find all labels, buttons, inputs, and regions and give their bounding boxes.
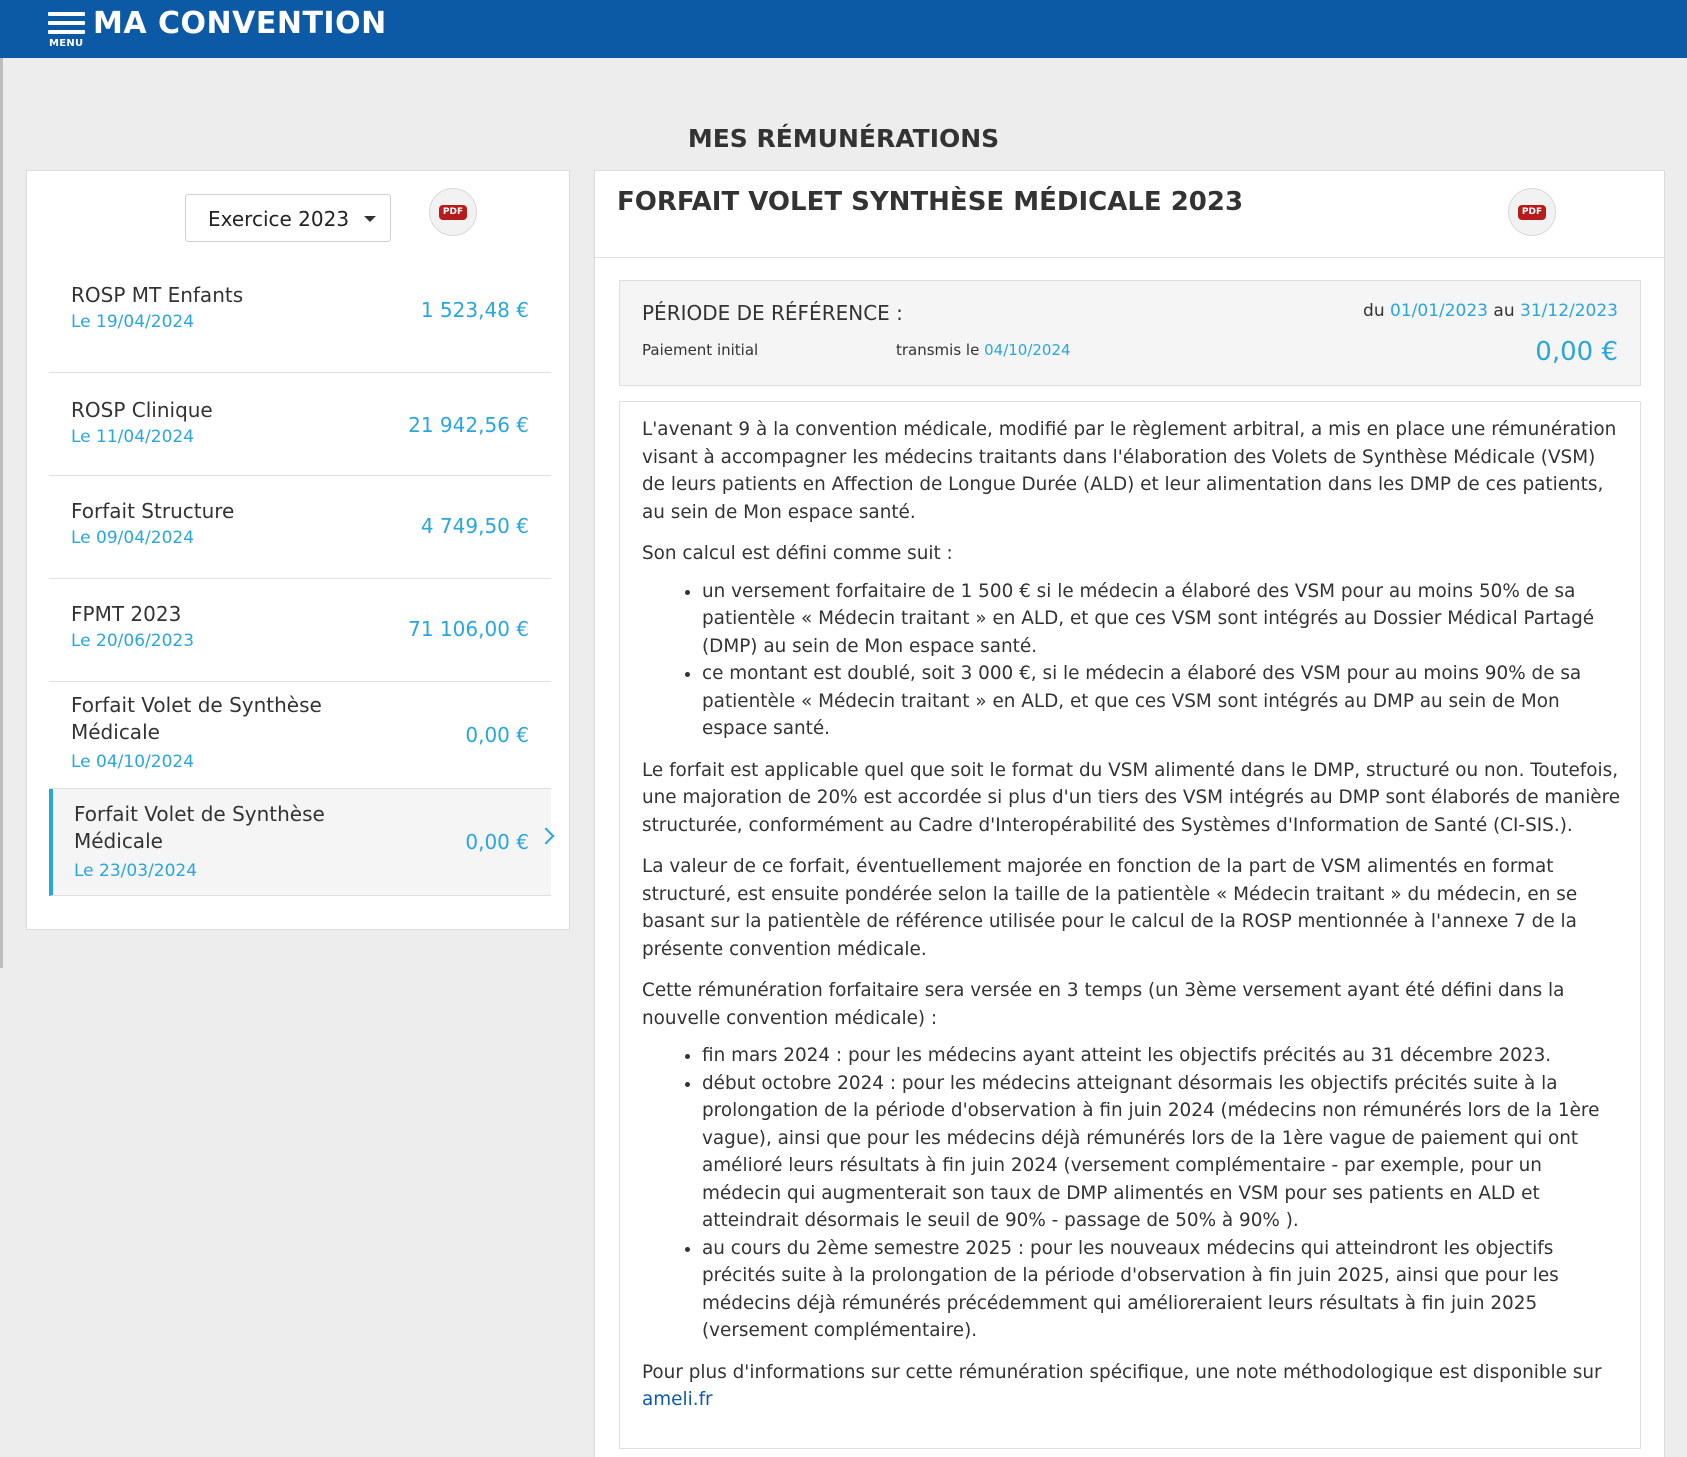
menu-button[interactable] (48, 12, 88, 54)
period-start-date: 01/01/2023 (1390, 301, 1488, 321)
chevron-down-icon (364, 216, 376, 222)
hamburger-icon-line (48, 30, 85, 34)
list-item-fpmt-2023[interactable] (49, 579, 551, 682)
list-item-rosp-clinique[interactable] (49, 373, 551, 476)
paragraph-payment: Cette rémunération forfaitaire sera versée en 3 temps (un 3ème versement ayant été défini dans la nouvelle convention médicale) : (642, 980, 1565, 1029)
period-du: du (1363, 301, 1385, 321)
reference-period-box (619, 280, 1641, 386)
pdf-icon: PDF (1518, 205, 1546, 220)
list-item: • un versement forfaitaire de 1 500 € si le médecin a élaboré des VSM pour au moins 50% de sa patientèle « Médecin traitant » en ALD, et que ces VSM sont intégrés au Dossier Médical Partagé (DMP) au sein de Mon espace santé. (702, 578, 1622, 661)
item-name: Forfait Volet de Synthèse Médicale (71, 693, 322, 744)
paragraph-calc: Son calcul est défini comme suit : (642, 543, 953, 564)
list-item: • ce montant est doublé, soit 3 000 €, si le médecin a élaboré des VSM pour au moins 90% de sa patientèle « Médecin traitant » en ALD, et que ces VSM sont intégrés au DMP au sein de Mon espace santé. (702, 660, 1622, 743)
menu-label: MENU (49, 38, 84, 49)
item-name: ROSP MT Enfants (71, 283, 244, 307)
item-date: Le 23/03/2024 (74, 861, 198, 881)
item-name: ROSP Clinique (71, 398, 213, 422)
period-end-date: 31/12/2023 (1520, 301, 1618, 321)
item-amount: 1 523,48 € (420, 298, 529, 322)
period-label: PÉRIODE DE RÉFÉRENCE : (642, 301, 903, 325)
item-amount: 21 942,56 € (408, 413, 529, 437)
pdf-export-button[interactable] (429, 188, 477, 236)
list-item: • au cours du 2ème semestre 2025 : pour les nouveaux médecins qui atteindront les objectifs précités suite à la prolongation de la période d'observation à fin juin 2025, ainsi que pour les médecins déjà rémunérés précédemment qui amélioreraient leurs résultats à fin juin 2025 (versement complémentaire). (702, 1235, 1622, 1345)
item-amount: 0,00 € (465, 723, 529, 747)
paragraph-format: Le forfait est applicable quel que soit le format du VSM alimenté dans le DMP, structuré ou non. Toutefois, une majoration de 20% est accordée si plus d'un tiers des VSM intégrés au DMP sont élaborés de manière structurée, conformément au Cadre d'Interopérabilité des Systèmes d'Information de Santé (CI-SIS.). (642, 759, 1621, 836)
remuneration-list (49, 274, 551, 896)
paragraph-more-info (642, 1359, 1622, 1414)
item-amount: 71 106,00 € (408, 617, 529, 641)
detail-title: FORFAIT VOLET SYNTHÈSE MÉDICALE 2023 (617, 187, 1244, 217)
detail-panel (594, 170, 1665, 1457)
top-bar (0, 0, 1687, 58)
calc-list (642, 578, 1622, 743)
item-name: FPMT 2023 (71, 602, 182, 626)
more-info-text: Pour plus d'informations sur cette rémunération spécifique, une note méthodologique est disponible sur (642, 1361, 1602, 1383)
pdf-export-button[interactable] (1508, 188, 1556, 236)
payment-schedule-list (642, 1042, 1622, 1345)
item-date: Le 11/04/2024 (71, 427, 195, 447)
divider (595, 257, 1664, 258)
item-name: Forfait Structure (71, 499, 235, 523)
page-title: MES RÉMUNÉRATIONS (687, 124, 1000, 153)
app-title: MA CONVENTION (93, 6, 387, 41)
list-item-rosp-mt-enfants[interactable] (49, 274, 551, 373)
payment-sent (896, 341, 1071, 359)
exercise-select-value: Exercice 2023 (208, 207, 350, 231)
payment-label: Paiement initial (642, 341, 759, 359)
exercise-select[interactable] (185, 194, 391, 242)
hamburger-icon (48, 12, 85, 16)
list-item: • fin mars 2024 : pour les médecins ayant atteint les objectifs précités au 31 décembre 2023. (702, 1042, 1622, 1070)
description-box (619, 401, 1641, 1449)
list-item-forfait-vsm[interactable] (49, 682, 551, 789)
paragraph-value: La valeur de ce forfait, éventuellement majorée en fonction de la part de VSM alimentés en format structuré, est ensuite pondérée selon la taille de la patientèle « Médecin traitant » du médecin, en se basant sur la patientèle de référence utilisée pour le calcul de la ROSP mentionnée à l'annexe 7 de la présente convention médicale. (642, 856, 1578, 960)
paragraph-intro: L'avenant 9 à la convention médicale, modifié par le règlement arbitral, a mis en place une rémunération visant à accompagner les médecins traitants dans l'élaboration des Volets de Synthèse Médicale (VSM) de leurs patients en Affection de Longue Durée (ALD) et leur alimentation dans les DMP de ces patients, au sein de Mon espace santé. (642, 419, 1617, 523)
period-au: au (1493, 301, 1515, 321)
payment-amount: 0,00 € (1535, 337, 1618, 367)
left-rail (0, 58, 3, 968)
period-dates (1363, 301, 1618, 321)
item-date: Le 20/06/2023 (71, 631, 195, 651)
remuneration-list-panel (26, 170, 570, 930)
pdf-icon: PDF (439, 205, 467, 220)
chevron-right-icon (538, 828, 555, 845)
list-item: • début octobre 2024 : pour les médecins atteignant désormais les objectifs précités suite à la prolongation de la période d'observation à fin juin 2024 (médecins non rémunérés lors de la 1ère vague), ainsi que pour les médecins déjà rémunérés lors de la 1ère vague de paiement qui ont amélioré leurs résultats à fin juin 2024 (versement complémentaire - par exemple, pour un médecin qui augmenterait son taux de DMP alimentés en VSM pour ses patients en ALD et atteindrait désormais le seuil de 90% - passage de 50% à 90% ). (702, 1070, 1622, 1235)
list-item-forfait-structure[interactable] (49, 476, 551, 579)
hamburger-icon-line (48, 21, 85, 25)
list-item-forfait-vsm-selected[interactable] (49, 789, 551, 896)
item-amount: 4 749,50 € (420, 514, 529, 538)
item-date: Le 19/04/2024 (71, 312, 195, 332)
item-amount: 0,00 € (465, 830, 529, 854)
item-date: Le 04/10/2024 (71, 752, 195, 772)
ameli-link[interactable]: ameli.fr (642, 1389, 713, 1410)
item-date: Le 09/04/2024 (71, 528, 195, 548)
sent-label: transmis le (896, 341, 980, 359)
sent-date: 04/10/2024 (984, 341, 1071, 359)
item-name: Forfait Volet de Synthèse Médicale (74, 802, 325, 853)
